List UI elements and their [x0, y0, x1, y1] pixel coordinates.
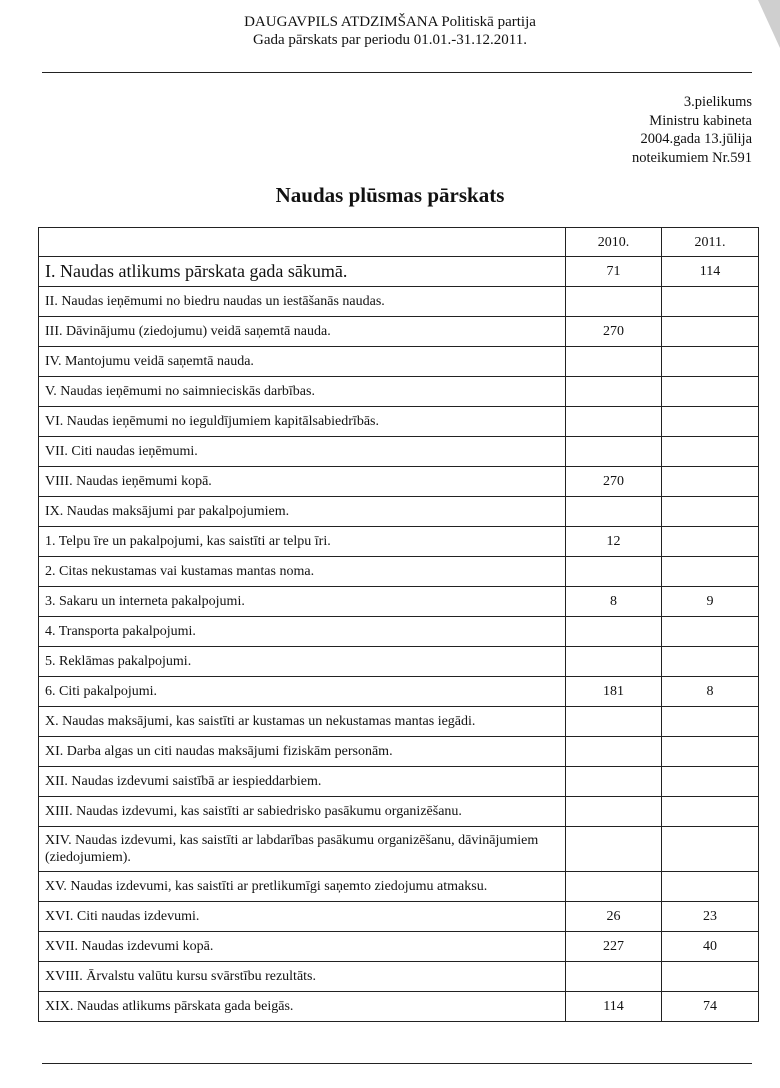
value-2010: [566, 287, 662, 317]
value-2010: [566, 872, 662, 902]
value-2010: 227: [566, 932, 662, 962]
value-2010: [566, 767, 662, 797]
row-label: VIII. Naudas ieņēmumi kopā.: [39, 467, 566, 497]
row-label: XIX. Naudas atlikums pārskata gada beigās.: [39, 992, 566, 1022]
header-divider: [42, 72, 752, 73]
table-row: [39, 737, 759, 767]
value-2010: 71: [566, 257, 662, 287]
row-label: 4. Transporta pakalpojumi.: [39, 617, 566, 647]
table-row: [39, 467, 759, 497]
annex-number: 3.pielikums: [683, 94, 752, 110]
value-2011: [662, 347, 759, 377]
row-label: X. Naudas maksājumi, kas saistīti ar kustamas un nekustamas mantas iegādi.: [39, 707, 566, 737]
value-2011: [662, 317, 759, 347]
value-2011: [662, 407, 759, 437]
table-row: [39, 407, 759, 437]
value-2011: [662, 437, 759, 467]
row-label: XVIII. Ārvalstu valūtu kursu svārstību rezultāts.: [39, 962, 566, 992]
table-row: [39, 962, 759, 992]
table-row: [39, 827, 759, 872]
table-row: [39, 557, 759, 587]
table-row: [39, 377, 759, 407]
value-2011: 74: [662, 992, 759, 1022]
row-label: I. Naudas atlikums pārskata gada sākumā.: [39, 257, 566, 287]
value-2011: [662, 467, 759, 497]
value-2011: 23: [662, 902, 759, 932]
value-2010: [566, 497, 662, 527]
value-2011: 114: [662, 257, 759, 287]
value-2010: 8: [566, 587, 662, 617]
value-2010: [566, 347, 662, 377]
annex-regulation: noteikumiem Nr.591: [631, 149, 752, 166]
value-2011: [662, 377, 759, 407]
table-row: [39, 497, 759, 527]
value-2010: 181: [566, 677, 662, 707]
table-header-row: [39, 228, 759, 257]
table-row: [39, 587, 759, 617]
value-2010: 114: [566, 992, 662, 1022]
value-2011: 8: [662, 677, 759, 707]
row-label: 1. Telpu īre un pakalpojumi, kas saistīti ar telpu īri.: [39, 527, 566, 557]
value-2011: [662, 827, 759, 872]
table-row: [39, 617, 759, 647]
value-2010: [566, 377, 662, 407]
party-name: DAUGAVPILS ATDZIMŠANA Politiskā partija: [244, 14, 536, 30]
column-header-2011: 2011.: [662, 228, 759, 257]
table-row: [39, 872, 759, 902]
table-row: [39, 287, 759, 317]
value-2011: [662, 527, 759, 557]
table-row: [39, 992, 759, 1022]
row-label: 5. Reklāmas pakalpojumi.: [39, 647, 566, 677]
annex-issuer: Ministru kabineta: [649, 112, 752, 129]
document-title: Naudas plūsmas pārskats: [275, 183, 505, 207]
value-2010: [566, 707, 662, 737]
value-2010: [566, 827, 662, 872]
row-label: VI. Naudas ieņēmumi no ieguldījumiem kapitālsabiedrībās.: [39, 407, 566, 437]
row-label: XI. Darba algas un citi naudas maksājumi fiziskām personām.: [39, 737, 566, 767]
table-row: [39, 677, 759, 707]
footer-divider: [42, 1063, 752, 1064]
value-2010: [566, 617, 662, 647]
row-label: IX. Naudas maksājumi par pakalpojumiem.: [39, 497, 566, 527]
value-2011: [662, 767, 759, 797]
table-row: [39, 707, 759, 737]
value-2011: [662, 287, 759, 317]
table-row: [39, 932, 759, 962]
value-2011: [662, 962, 759, 992]
value-2010: 12: [566, 527, 662, 557]
row-label: XVII. Naudas izdevumi kopā.: [39, 932, 566, 962]
row-label: XV. Naudas izdevumi, kas saistīti ar pretlikumīgi saņemto ziedojumu atmaksu.: [39, 872, 566, 902]
row-label: VII. Citi naudas ieņēmumi.: [39, 437, 566, 467]
row-label: XIV. Naudas izdevumi, kas saistīti ar labdarības pasākumu organizēšanu, dāvinājumiem (ziedojumiem).: [39, 827, 566, 872]
row-label: XIII. Naudas izdevumi, kas saistīti ar sabiedrisko pasākumu organizēšanu.: [39, 797, 566, 827]
cash-flow-table: [38, 227, 759, 1022]
annex-date: 2004.gada 13.jūlija: [640, 131, 752, 147]
table-row: [39, 647, 759, 677]
value-2011: 40: [662, 932, 759, 962]
value-2010: [566, 437, 662, 467]
value-2011: [662, 647, 759, 677]
value-2010: [566, 737, 662, 767]
row-label: II. Naudas ieņēmumi no biedru naudas un iestāšanās naudas.: [39, 287, 566, 317]
row-label: 3. Sakaru un interneta pakalpojumi.: [39, 587, 566, 617]
value-2010: 270: [566, 317, 662, 347]
value-2011: [662, 557, 759, 587]
value-2010: 26: [566, 902, 662, 932]
table-row: [39, 317, 759, 347]
report-period: Gada pārskats par periodu 01.01.-31.12.2011.: [253, 32, 527, 48]
value-2011: 9: [662, 587, 759, 617]
value-2011: [662, 497, 759, 527]
value-2010: 270: [566, 467, 662, 497]
row-label: III. Dāvinājumu (ziedojumu) veidā saņemtā nauda.: [39, 317, 566, 347]
row-label: 6. Citi pakalpojumi.: [39, 677, 566, 707]
value-2011: [662, 797, 759, 827]
page-header: [0, 13, 780, 49]
value-2010: [566, 797, 662, 827]
row-label: XII. Naudas izdevumi saistībā ar iespieddarbiem.: [39, 767, 566, 797]
value-2011: [662, 872, 759, 902]
value-2010: [566, 407, 662, 437]
row-label: 2. Citas nekustamas vai kustamas mantas noma.: [39, 557, 566, 587]
column-header-2010: 2010.: [566, 228, 662, 257]
table-row: [39, 797, 759, 827]
value-2010: [566, 647, 662, 677]
row-label: V. Naudas ieņēmumi no saimnieciskās darbības.: [39, 377, 566, 407]
header-blank-cell: [39, 228, 566, 257]
annex-reference: [632, 93, 752, 167]
table-row: [39, 257, 759, 287]
row-label: XVI. Citi naudas izdevumi.: [39, 902, 566, 932]
value-2011: [662, 707, 759, 737]
table-row: [39, 902, 759, 932]
value-2011: [662, 617, 759, 647]
table-row: [39, 527, 759, 557]
value-2011: [662, 737, 759, 767]
value-2010: [566, 962, 662, 992]
table-row: [39, 347, 759, 377]
row-label: IV. Mantojumu veidā saņemtā nauda.: [39, 347, 566, 377]
table-row: [39, 767, 759, 797]
value-2010: [566, 557, 662, 587]
table-row: [39, 437, 759, 467]
